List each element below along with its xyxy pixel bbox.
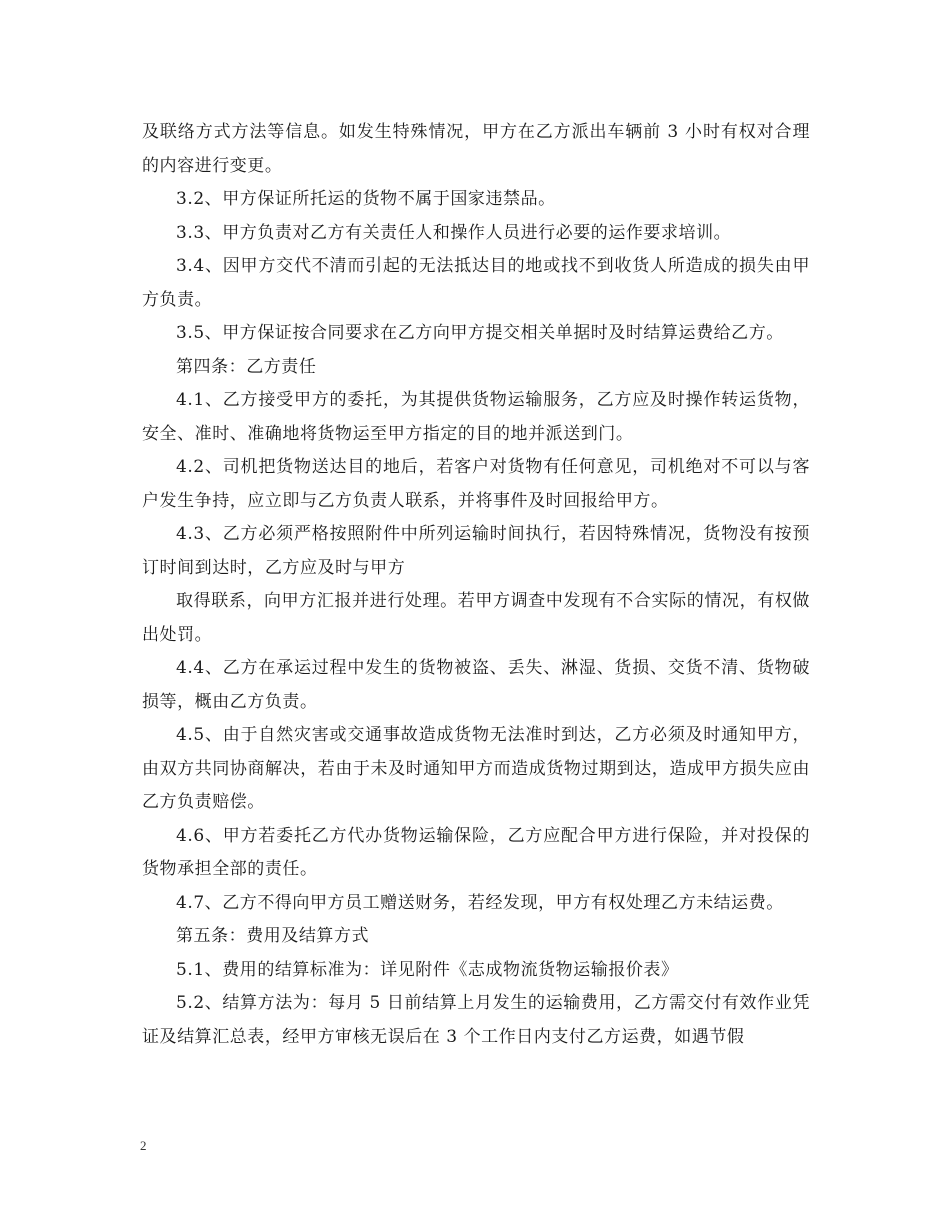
paragraph: 及联络方式方法等信息。如发生特殊情况，甲方在乙方派出车辆前 3 小时有权对合理的内容进行变更。 <box>142 122 810 176</box>
document-body <box>142 116 810 1054</box>
paragraph: 5.2、结算方法为：每月 5 日前结算上月发生的运输费用，乙方需交付有效作业凭证及结算汇总表，经甲方审核无误后在 3 个工作日内支付乙方运费，如遇节假 <box>142 993 810 1047</box>
paragraph: 4.3、乙方必须严格按照附件中所列运输时间执行，若因特殊情况，货物没有按预订时间到达时，乙方应及时与甲方 <box>142 524 810 578</box>
paragraph: 3.4、因甲方交代不清而引起的无法抵达目的地或找不到收货人所造成的损失由甲方负责。 <box>142 256 810 310</box>
paragraph: 3.3、甲方负责对乙方有关责任人和操作人员进行必要的运作要求培训。 <box>176 222 732 243</box>
section-heading: 第五条：费用及结算方式 <box>176 926 370 946</box>
paragraph: 4.7、乙方不得向甲方员工赠送财务，若经发现，甲方有权处理乙方未结运费。 <box>176 892 784 913</box>
section-heading: 第四条：乙方责任 <box>176 356 317 377</box>
paragraph: 4.5、由于自然灾害或交通事故造成货物无法准时到达，乙方必须及时通知甲方，由双方共同协商解决，若由于未及时通知甲方而造成货物过期到达，造成甲方损失应由乙方负责赔偿。 <box>142 725 810 812</box>
page-number: 2 <box>140 1138 147 1153</box>
paragraph: 3.5、甲方保证按合同要求在乙方向甲方提交相关单据时及时结算运费给乙方。 <box>176 323 784 343</box>
paragraph: 取得联系，向甲方汇报并进行处理。若甲方调查中发现有不合实际的情况，有权做出处罚。 <box>142 591 810 645</box>
paragraph: 4.1、乙方接受甲方的委托，为其提供货物运输服务，乙方应及时操作转运货物，安全、准时、准确地将货物运至甲方指定的目的地并派送到门。 <box>142 390 810 444</box>
paragraph: 4.4、乙方在承运过程中发生的货物被盗、丢失、淋湿、货损、交货不清、货物破损等，概由乙方负责。 <box>142 658 810 712</box>
paragraph: 4.6、甲方若委托乙方代办货物运输保险，乙方应配合甲方进行保险，并对投保的货物承担全部的责任。 <box>142 825 810 879</box>
paragraph: 5.1、费用的结算标准为：详见附件《志成物流货物运输报价表》 <box>176 959 679 980</box>
paragraph: 4.2、司机把货物送达目的地后，若客户对货物有任何意见，司机绝对不可以与客户发生争持，应立即与乙方负责人联系，并将事件及时回报给甲方。 <box>142 457 810 511</box>
paragraph: 3.2、甲方保证所托运的货物不属于国家违禁品。 <box>176 189 556 209</box>
